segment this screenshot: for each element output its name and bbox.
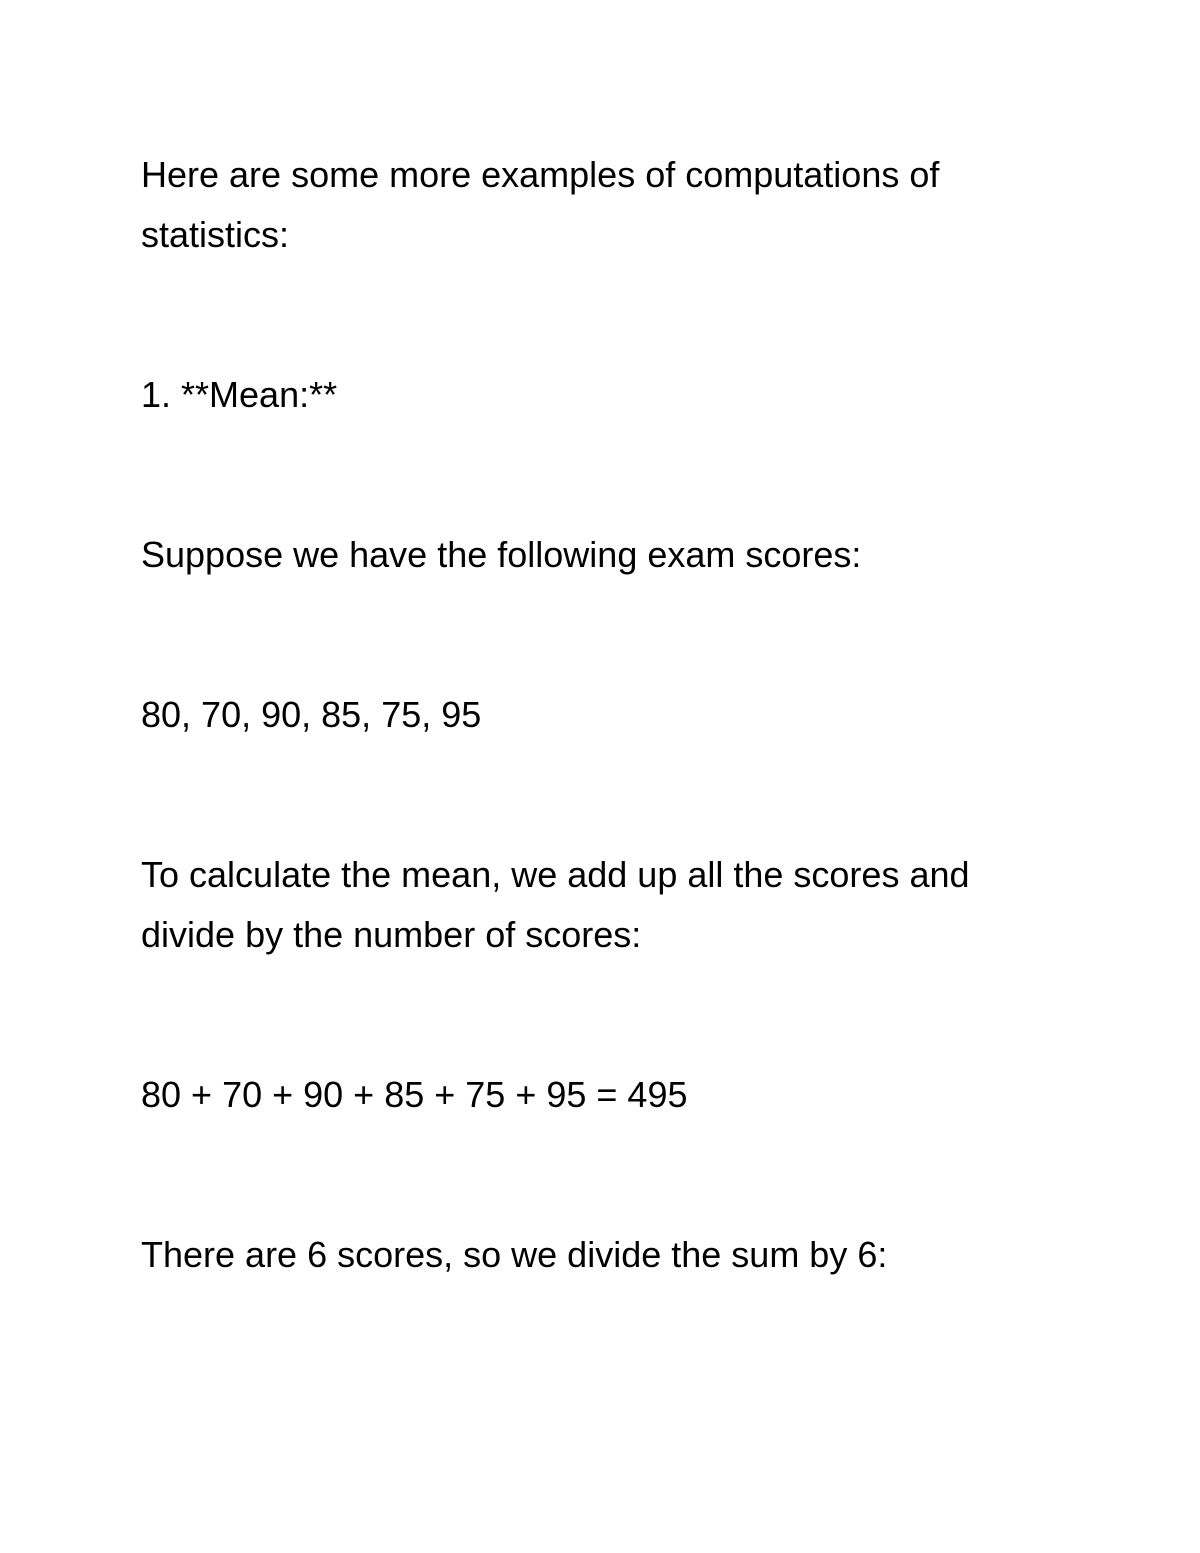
scores-intro-paragraph: Suppose we have the following exam scores: xyxy=(141,534,862,575)
document-body xyxy=(141,145,1071,1285)
divide-step-paragraph: There are 6 scores, so we divide the sum by 6: xyxy=(141,1234,888,1275)
intro-paragraph: Here are some more examples of computations of statistics: xyxy=(141,154,940,255)
scores-list: 80, 70, 90, 85, 75, 95 xyxy=(141,694,482,735)
sum-equation: 80 + 70 + 90 + 85 + 75 + 95 = 495 xyxy=(141,1074,688,1115)
section-heading-mean: 1. **Mean:** xyxy=(141,374,338,415)
mean-method-paragraph: To calculate the mean, we add up all the scores and divide by the number of scores: xyxy=(141,854,970,955)
